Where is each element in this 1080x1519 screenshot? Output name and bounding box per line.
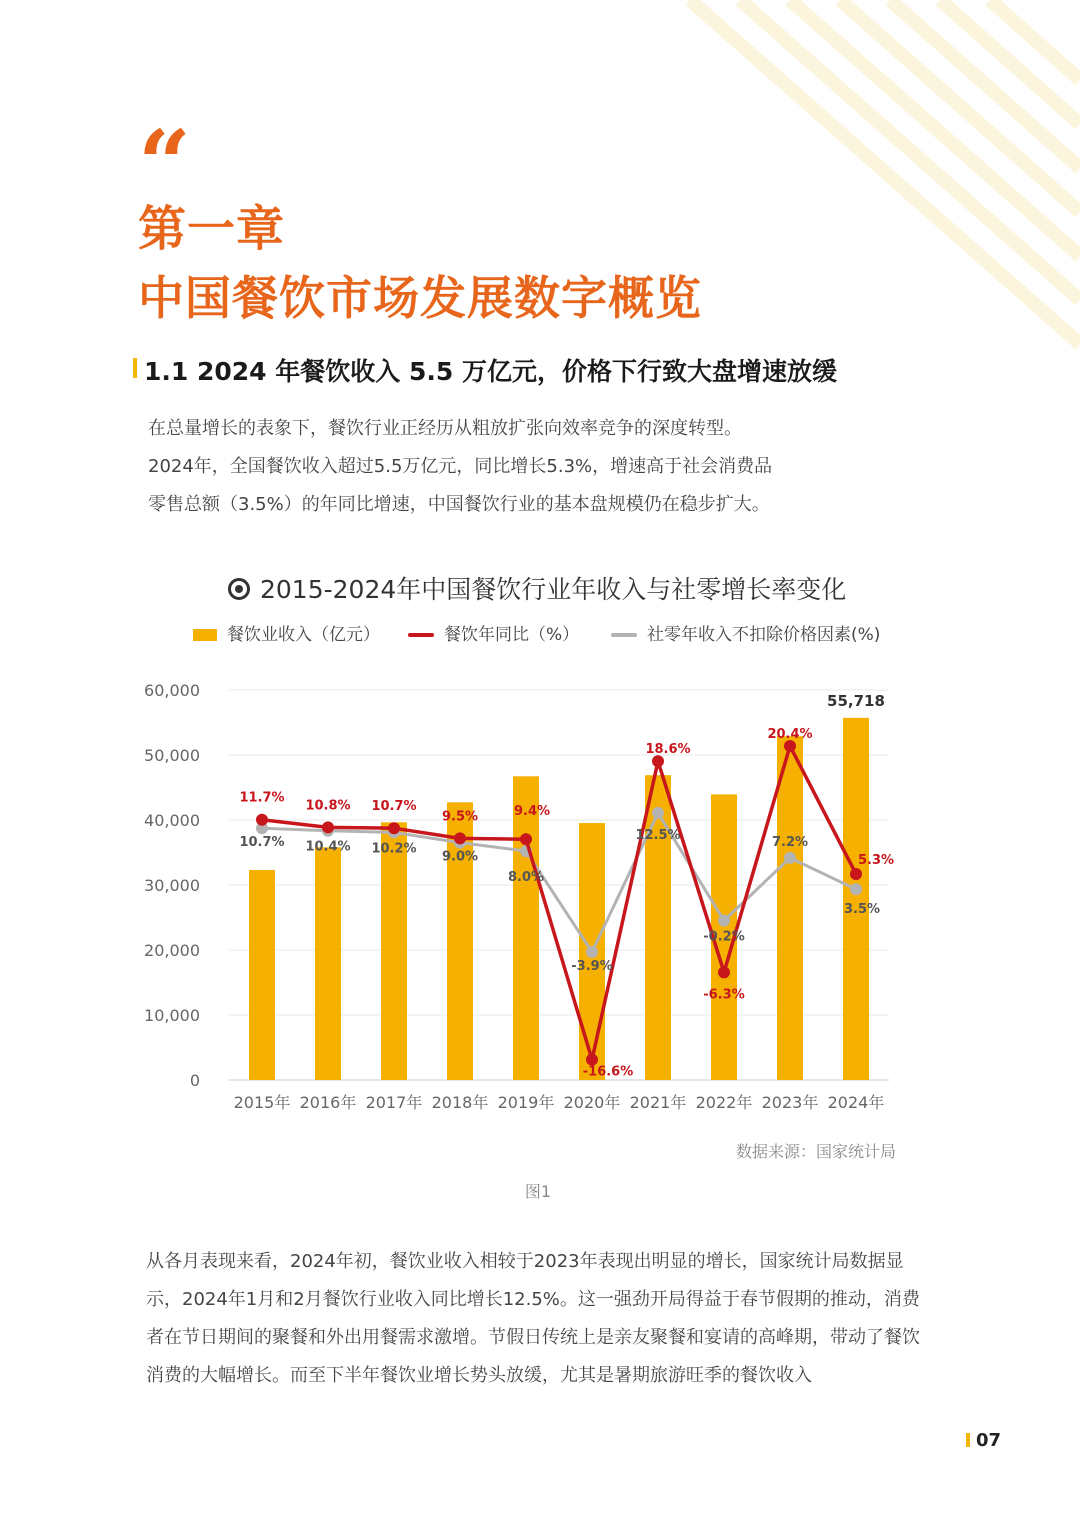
catering-yoy-label: 18.6% <box>645 742 691 758</box>
x-tick-label: 2020年 <box>563 1093 621 1112</box>
body-paragraph: 从各月表现来看，2024年初，餐饮业收入相较于2023年表现出明显的增长，国家统计局数据显示，2024年1月和2月餐饮行业收入同比增长12.5%。这一强劲开局得益于春节假期的推动，消费者在节日期间的聚餐和外出用餐需求激增。节假日传统上是亲友聚餐和宴请的高峰期，带动了餐饮消费的大幅增长。而至下半年餐饮业增长势头放缓，尤其是暑期旅游旺季的餐饮收入 <box>146 1251 920 1386</box>
catering-yoy-label: 5.3% <box>857 852 895 868</box>
x-tick-label: 2023年 <box>761 1093 819 1112</box>
page-number: 07 <box>976 1430 1002 1451</box>
retail-growth-label: 10.7% <box>239 835 285 851</box>
bar <box>249 870 275 1080</box>
catering-yoy-point <box>718 966 730 978</box>
bar <box>315 847 341 1080</box>
x-tick-label: 2022年 <box>695 1093 753 1112</box>
bar-value-label: 55,718 <box>827 691 885 710</box>
catering-yoy-point <box>322 821 334 833</box>
chapter-label: 第一章 <box>138 201 286 257</box>
retail-growth-line <box>262 813 856 952</box>
section-title: 1.1 2024 年餐饮收入 5.5 万亿元，价格下行致大盘增速放缓 <box>144 357 837 386</box>
y-tick-label: 40,000 <box>144 811 200 830</box>
retail-growth-label: 10.4% <box>305 839 351 855</box>
catering-yoy-label: -16.6% <box>582 1064 634 1080</box>
catering-yoy-point <box>388 822 400 834</box>
y-tick-label: 50,000 <box>144 746 200 765</box>
legend-label: 社零年收入不扣除价格因素(%) <box>647 625 881 645</box>
x-tick-label: 2017年 <box>365 1093 423 1112</box>
y-tick-label: 0 <box>189 1071 200 1090</box>
intro-line: 2024年，全国餐饮收入超过5.5万亿元，同比增长5.3%，增速高于社会消费品 <box>148 456 773 477</box>
y-tick-label: 60,000 <box>144 681 200 700</box>
retail-growth-point <box>784 852 796 864</box>
catering-yoy-label: 9.4% <box>513 804 551 820</box>
retail-growth-point <box>718 915 730 927</box>
retail-growth-label: 8.0% <box>507 870 545 886</box>
catering-yoy-label: -6.3% <box>703 987 745 1003</box>
bar <box>843 718 869 1080</box>
chapter-title: 中国餐饮市场发展数字概览 <box>138 271 702 325</box>
bar <box>645 775 671 1080</box>
chart-title-text: 2015-2024年中国餐饮行业年收入与社零增长率变化 <box>260 575 847 604</box>
y-tick-label: 20,000 <box>144 941 200 960</box>
y-tick-label: 30,000 <box>144 876 200 895</box>
x-tick-label: 2018年 <box>431 1093 489 1112</box>
intro-line: 在总量增长的表象下，餐饮行业正经历从粗放扩张向效率竞争的深度转型。 <box>148 418 742 439</box>
legend-label: 餐饮年同比（%） <box>444 625 580 645</box>
retail-growth-label: -3.9% <box>571 958 613 974</box>
catering-yoy-label: 10.7% <box>371 799 417 815</box>
legend-label: 餐饮业收入（亿元） <box>227 625 380 645</box>
retail-growth-label: 7.2% <box>771 834 809 850</box>
quote-mark-icon: “ <box>138 110 191 218</box>
x-tick-label: 2021年 <box>629 1093 687 1112</box>
x-tick-label: 2024年 <box>827 1093 885 1112</box>
y-tick-label: 10,000 <box>144 1006 200 1025</box>
figure-caption: 图1 <box>524 1182 552 1201</box>
retail-growth-label: -0.2% <box>703 929 745 945</box>
retail-growth-label: 10.2% <box>371 841 417 857</box>
retail-growth-label: 9.0% <box>441 849 479 865</box>
retail-growth-point <box>586 946 598 958</box>
retail-growth-point <box>652 807 664 819</box>
bar <box>513 776 539 1080</box>
bar <box>381 822 407 1080</box>
retail-growth-label: 12.5% <box>635 827 681 843</box>
catering-yoy-point <box>850 868 862 880</box>
catering-yoy-label: 11.7% <box>239 790 285 806</box>
catering-yoy-point <box>520 833 532 845</box>
catering-yoy-label: 9.5% <box>441 809 479 825</box>
catering-yoy-point <box>454 832 466 844</box>
catering-yoy-label: 20.4% <box>767 726 813 742</box>
intro-line: 零售总额（3.5%）的年同比增速，中国餐饮行业的基本盘规模仍在稳步扩大。 <box>148 494 770 515</box>
data-source: 数据来源：国家统计局 <box>735 1142 896 1161</box>
page-marker <box>966 1433 970 1447</box>
x-tick-label: 2016年 <box>299 1093 357 1112</box>
x-tick-label: 2019年 <box>497 1093 555 1112</box>
catering-yoy-point <box>256 814 268 826</box>
retail-growth-label: 3.5% <box>843 902 881 918</box>
bar <box>777 736 803 1080</box>
retail-growth-point <box>850 883 862 895</box>
catering-yoy-label: 10.8% <box>305 798 351 814</box>
x-tick-label: 2015年 <box>233 1093 291 1112</box>
